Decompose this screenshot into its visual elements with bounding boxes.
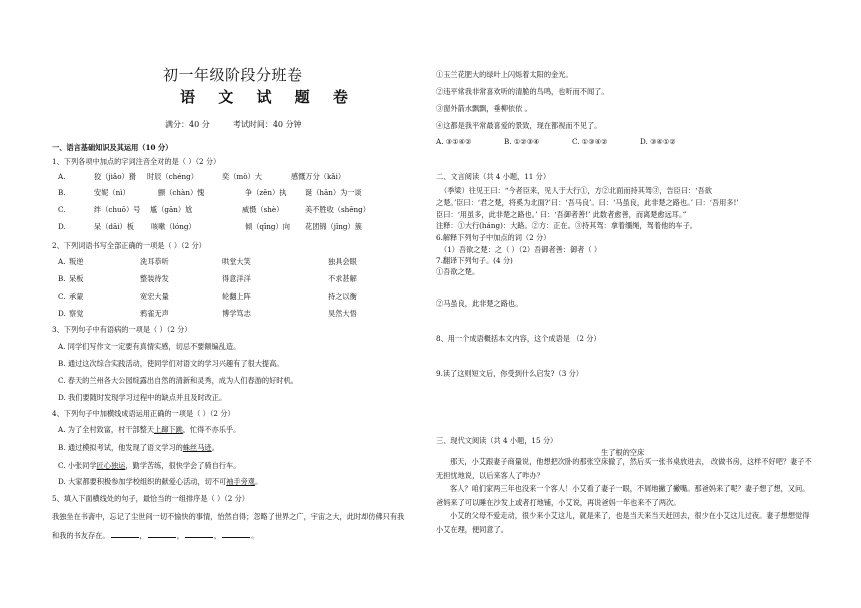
answer-blank[interactable]: [222, 530, 250, 538]
section1-heading: 一、语言基础知识及其运用（10 分）: [52, 143, 173, 152]
q4-option-b: B. 通过模拟考试，他发现了语文学习的蛛丝马迹。: [58, 443, 219, 452]
q8-stem: 8、用一个成语概括本文内容，这个成语是 （2 分）: [436, 334, 601, 343]
q4-option-c: C. 小张同学匠心独运，勤学苦练，很快学会了骑自行车。: [58, 461, 241, 470]
q6-items: （1）吾欲之楚：之（ ）（2）吾御者善：御者（ ）: [440, 245, 602, 254]
q5-sentence-4: ④这都是我平常最喜爱的景致，现在都视而不见了。: [436, 121, 602, 130]
underlined-idiom: 匠心独运: [96, 461, 126, 470]
passage-note: 注释：①大行(háng)：大路。②方：正在。③持其驾：拿着缰绳，驾着他的车子。: [436, 221, 697, 230]
exam-meta: [165, 120, 302, 130]
q5-sentence-1: ①玉兰花肥大的绿叶上闪烁着太阳的金光。: [436, 70, 573, 79]
answer-blank[interactable]: [148, 530, 176, 538]
q1-stem: 1、下列各项中加点的字词注音全对的是（ ）（2 分）: [52, 157, 221, 166]
q5-stem: 5、填入下面横线处的句子，最恰当的一组排序是（ ）（2 分）: [52, 494, 249, 503]
q3-option-c: C. 春天的兰州各大公园绽露出自然的清新和灵秀，成为人们春游的好时机。: [58, 376, 298, 385]
underlined-idiom: 袖手旁观: [226, 477, 255, 486]
exam-page: 初一年级阶段分班卷 语 文 试 题 卷 满分：40 分 考试时间：40 分钟 一、语言基础知识及其运用（10 分） 1、下列各项中加点的字词注音全对的是（ ）（2 分） A. 狡（jiǎo）猾 时辰（chéng） 奕（mò）大 感慨万分（kǎi） B. 安妮（nì） 颤（chàn）愧 争（zēn）执 诞（hān）为一谈 C. 绊（chuō）号 尴（gān）尬 威慑（shè） 美不胜收（shēng） D. 呆（dāi）板 咳嗽（lóng） 倾（qīng）向 花团锦（jǐng）簇 2、下列词语书写全部正确的一项是（ ）（2 分） A. 叛逆 洗耳恭听 哄堂大笑 独具会眼 B. 呆板 整装待发 得意洋洋 不求甚解 C. 承蒙 宽宏大量 轮翻上阵 持之以衡 D. 察觉 鸦雀无声 博学笃志 昊然大悟 3、下列句子中有语病的一项是（ ）（2 分） A. 同学们写作文一定要有真情实感，切忌不要额编乱造。 B. 通过这次综合实践活动，使同学们对语文的学习兴趣有了很大提高。 C. 春天的兰州各大公园绽露出自然的清新和灵秀，成为人们春游的好时机。 D. 我们要随时发现学习过程中的缺点并且及时改正。 4、下列句子中加横线成语运用正确的一项是（ ）（2 分） A. 为了全村致富，村干部整天上蹿下跳，忙得不亦乐乎。 B. 通过模拟考试，他发现了语文学习的蛛丝马迹。 C. 小张同学匠心独运，勤学苦练，很快学会了骑自行车。 D. 大家都要积极参加学校组织的献爱心活动，切不可袖手旁观。 5、填入下面横线处的句子，最恰当的一组排序是（ ）（2 分） 我独坐在书斋中，忘记了尘世间一切不愉快的事情，怡然自得；忽略了世界之广，宇宙之大，此时却仿佛只有我 和我的书友存在。 ， ， ， 。 ①玉兰花肥大的绿叶上闪烁着太阳的金光。 ②违平常我非常喜欢听的清脆的鸟鸣，也听而不闻了。 ③窗外箭水飘飘，垂柳依依 。 ④这都是我平常最喜爱的景致，现在都视而不见了。 A. ③①④② B. ①②③④ C. ①③④② D. ③④①② 二、文言阅读（共 4 小题，11 分） （季梁）往见王曰：“今者臣来，见人于大行①，方②北面而持其驾③，告臣曰：‘吾欲 之楚。’臣曰：‘君之楚，将奚为北面?’曰：‘吾马良’。曰：‘马虽良，此非楚之路也。’ 曰：‘吾用多!’ 臣曰：‘用虽多，此非楚之路也。’ 曰：‘吾御者善!’ 此数者愈善，而离楚愈远耳。” 注释：①大行(háng)：大路。②方：正在。③持其驾：拿着缰绳，驾着他的车子。 6.解释下列句子中加点的词（2 分） （1）吾欲之楚：之（ ）（2）吾御者善：御者（ ） 7.翻译下列句子。(4 分) ①吾欲之楚。 ②马虽良，此非楚之路也。 8、用一个成语概括本文内容，这个成语是 （2 分） 9.读了这则短文后，你受到什么启发?（3 分） 三、现代文阅读（共 4 小题，15 分） 生了根的空床 那天，小艾跟妻子商量说，他想把次卧的那张空床撤了，然后买一张书桌放进去， 改做书房，这样不好吧？妻子不无担忧地说，以后来客人了咋办？ 客人？咱们家两三年也没来一个客人！小艾看了妻子一眼，不屑地撇了撇嘴。那爸妈来了呢？妻子想了想，又问。爸妈来了可以睡在沙发上或者打地铺，小艾说，再说爸妈一年也来不了两次。 小艾的父母不爱走动，很少来小艾这儿，就是来了，也是当天来当天赶回去，很少在小艾这儿过夜。妻子想想觉得小艾在理，便同意了。: [52, 66, 812, 540]
q6-stem: 6.解释下列句子中加点的词（2 分）: [436, 233, 551, 242]
section2-heading: 二、文言阅读（共 4 小题，11 分）: [436, 172, 551, 181]
section3-heading: 三、现代文阅读（共 4 小题，15 分）: [436, 436, 558, 445]
q5-passage-line1: 我独坐在书斋中，忘记了尘世间一切不愉快的事情，怡然自得；忽略了世界之广，宇宙之大，此时却仿佛只有我: [52, 512, 405, 521]
q5-sentence-3: ③窗外箭水飘飘，垂柳依依 。: [436, 104, 532, 113]
story-paragraph-2: 客人？咱们家两三年也没来一个客人！小艾看了妻子一眼，不屑地撇了撇嘴。那爸妈来了呢？妻子想了想，又问。爸妈来了可以睡在沙发上或者打地铺，小艾说，再说爸妈一年也来不了两次。: [436, 484, 810, 507]
classical-passage-line2: 之楚。’臣曰：‘君之楚，将奚为北面?’曰：‘吾马良’。曰：‘马虽良，此非楚之路也。’ 曰：‘吾用多!’: [436, 198, 739, 207]
q9-stem: 9.读了这则短文后，你受到什么启发?（3 分）: [436, 369, 583, 378]
underlined-idiom: 蛛丝马迹: [182, 443, 212, 452]
q4-option-a: A. 为了全村致富，村干部整天上蹿下跳，忙得不亦乐乎。: [58, 425, 241, 434]
story-paragraph-1: 那天，小艾跟妻子商量说，他想把次卧的那张空床撤了，然后买一张书桌放进去， 改做书房，这样不好吧？妻子不无担忧地说，以后来客人了咋办？: [436, 457, 812, 480]
q7-sentence-1: ①吾欲之楚。: [436, 267, 480, 276]
full-score: 满分：40 分: [165, 120, 210, 129]
q2-stem: 2、下列词语书写全部正确的一项是（ ）（2 分）: [52, 241, 206, 250]
q3-option-d: D. 我们要随时发现学习过程中的缺点并且及时改正。: [58, 393, 227, 402]
q7-sentence-2: ②马虽良，此非楚之路也。: [436, 299, 523, 308]
q4-stem: 4、下列句子中加横线成语运用正确的一项是（ ）（2 分）: [52, 409, 235, 418]
q3-option-b: B. 通过这次综合实践活动，使同学们对语文的学习兴趣有了很大提高。: [58, 359, 284, 368]
exam-title: 初一年级阶段分班卷: [163, 66, 303, 84]
q7-stem: 7.翻译下列句子。(4 分): [436, 256, 513, 265]
q5-sentence-2: ②违平常我非常喜欢听的清脆的鸟鸣，也听而不闻了。: [436, 87, 609, 96]
q5-passage-line2: 和我的书友存在。 ， ， ， 。: [52, 531, 259, 540]
exam-time: 考试时间：40 分钟: [232, 120, 302, 129]
story-paragraph-3: 小艾的父母不爱走动，很少来小艾这儿，就是来了，也是当天来当天赶回去，很少在小艾这儿过夜。妻子想想觉得小艾在理，便同意了。: [436, 511, 810, 534]
answer-blank[interactable]: [185, 530, 213, 538]
story-title: 生了根的空床: [601, 448, 645, 457]
underlined-idiom: 上蹿下跳: [154, 425, 183, 434]
exam-subtitle: 语 文 试 题 卷: [180, 88, 357, 106]
q3-stem: 3、下列句子中有语病的一项是（ ）（2 分）: [52, 325, 192, 334]
classical-passage-line3: 臣曰：‘用虽多，此非楚之路也。’ 曰：‘吾御者善!’ 此数者愈善，而离楚愈远耳。”: [436, 210, 687, 219]
q4-option-d: D. 大家都要积极参加学校组织的献爱心活动，切不可袖手旁观。: [58, 477, 263, 486]
q3-option-a: A. 同学们写作文一定要有真情实感，切忌不要额编乱造。: [58, 342, 241, 351]
classical-passage-line1: （季梁）往见王曰：“今者臣来，见人于大行①，方②北面而持其驾③，告臣曰：‘吾欲: [440, 186, 712, 195]
answer-blank[interactable]: [111, 530, 139, 538]
